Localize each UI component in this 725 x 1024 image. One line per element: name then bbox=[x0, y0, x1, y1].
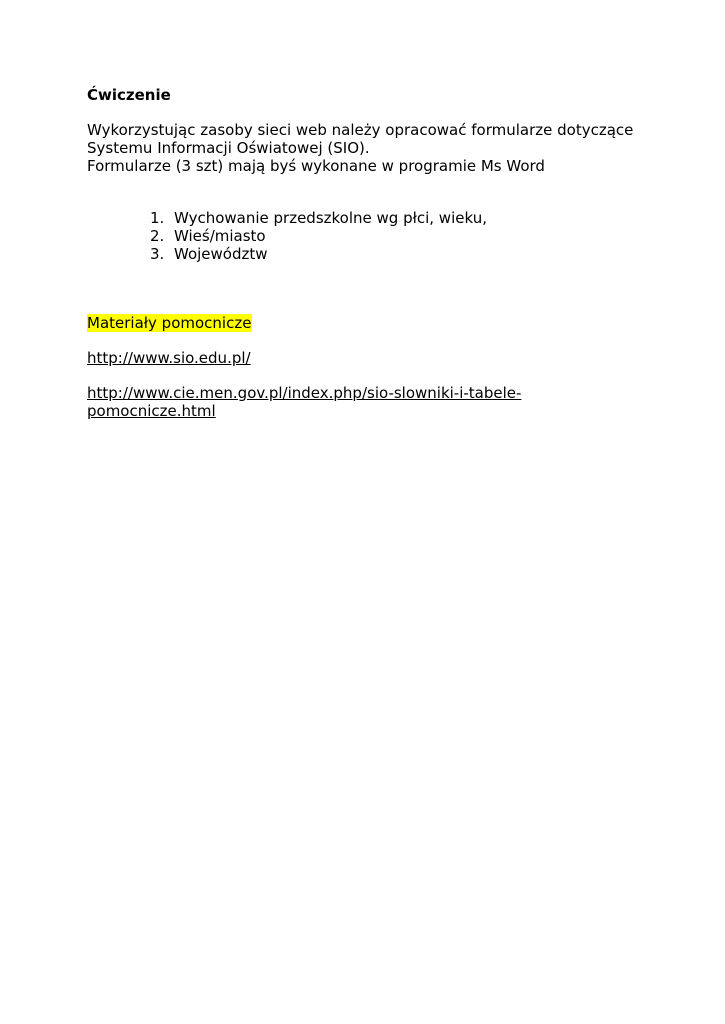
cie-link[interactable] bbox=[87, 384, 647, 420]
list-item-number: 1. bbox=[150, 209, 165, 227]
list-item-number: 3. bbox=[150, 245, 165, 263]
numbered-list bbox=[150, 209, 487, 263]
list-item bbox=[150, 209, 487, 227]
document-title: Ćwiczenie bbox=[87, 86, 171, 104]
sio-link[interactable]: http://www.sio.edu.pl/ bbox=[87, 349, 251, 367]
list-item-text: Wieś/miasto bbox=[174, 227, 266, 245]
list-item-number: 2. bbox=[150, 227, 165, 245]
list-item bbox=[150, 245, 487, 263]
list-item-text: Wychowanie przedszkolne wg płci, wieku, bbox=[174, 209, 487, 227]
list-item bbox=[150, 227, 487, 245]
paragraph-line-1: Wykorzystując zasoby sieci web należy opracować formularze dotyczące bbox=[87, 121, 634, 139]
list-item-text: Województw bbox=[174, 245, 268, 263]
materials-heading: Materiały pomocnicze bbox=[87, 314, 252, 332]
cie-link-line-1[interactable]: http://www.cie.men.gov.pl/index.php/sio-slowniki-i-tabele- bbox=[87, 384, 522, 402]
paragraph-line-2: Systemu Informacji Oświatowej (SIO). bbox=[87, 139, 370, 157]
instruction-paragraph bbox=[87, 121, 687, 175]
cie-link-line-2[interactable]: pomocnicze.html bbox=[87, 402, 216, 420]
paragraph-line-3: Formularze (3 szt) mają byś wykonane w programie Ms Word bbox=[87, 157, 545, 175]
